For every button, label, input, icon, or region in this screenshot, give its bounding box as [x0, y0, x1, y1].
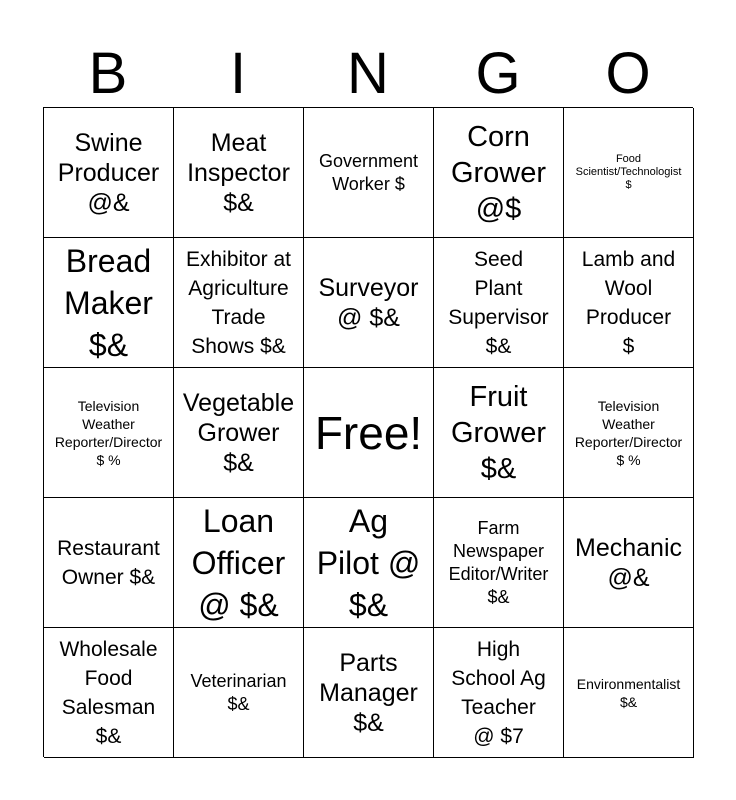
bingo-cell[interactable] — [44, 628, 174, 758]
cell-label: Corn Grower @$ — [450, 120, 547, 225]
bingo-cell[interactable] — [304, 108, 434, 238]
bingo-cell[interactable] — [44, 368, 174, 498]
bingo-grid — [43, 107, 693, 757]
cell-label: Television Weather Reporter/Director $ % — [574, 397, 683, 468]
bingo-cell[interactable] — [434, 108, 564, 238]
free-space-cell[interactable] — [304, 368, 434, 498]
cell-label: Environmentalist $& — [576, 675, 681, 710]
cell-label: Food Scientist/Technologist $ — [575, 153, 682, 191]
header-letter-g: G — [475, 41, 521, 106]
bingo-cell[interactable] — [174, 108, 304, 238]
header-letter-n: N — [347, 41, 389, 106]
cell-label: Lamb and Wool Producer $ — [581, 247, 676, 358]
bingo-cell[interactable] — [564, 628, 694, 758]
bingo-cell[interactable] — [174, 498, 304, 628]
bingo-cell[interactable] — [44, 498, 174, 628]
cell-label: Fruit Grower $& — [450, 380, 547, 485]
cell-label: Meat Inspector $& — [187, 128, 290, 217]
cell-label: Television Weather Reporter/Director $ % — [54, 397, 163, 468]
bingo-cell[interactable] — [174, 368, 304, 498]
cell-label: Loan Officer @ $& — [191, 502, 286, 623]
bingo-cell[interactable] — [174, 238, 304, 368]
bingo-cell[interactable] — [434, 628, 564, 758]
bingo-cell[interactable] — [304, 498, 434, 628]
bingo-cell[interactable] — [564, 238, 694, 368]
cell-label: Swine Producer @& — [57, 128, 160, 217]
bingo-cell[interactable] — [304, 628, 434, 758]
cell-label: Surveyor @ $& — [318, 273, 419, 332]
cell-label: Wholesale Food Salesman $& — [59, 637, 158, 748]
bingo-cell[interactable] — [564, 498, 694, 628]
header-letter-o: O — [605, 41, 651, 106]
cell-label: Farm Newspaper Editor/Writer $& — [448, 517, 549, 607]
bingo-cell[interactable] — [304, 238, 434, 368]
bingo-cell[interactable] — [434, 238, 564, 368]
bingo-cell[interactable] — [174, 628, 304, 758]
cell-label: Vegetable Grower $& — [182, 388, 295, 477]
cell-label: Mechanic @& — [575, 533, 682, 592]
header-letter-i: I — [229, 41, 247, 106]
free-space-label: Free! — [314, 406, 423, 459]
cell-label: Ag Pilot @ $& — [316, 502, 421, 623]
cell-label: High School Ag Teacher @ $7 — [451, 637, 546, 748]
bingo-cell[interactable] — [434, 498, 564, 628]
cell-label: Seed Plant Supervisor $& — [448, 247, 549, 358]
cell-label: Veterinarian $& — [190, 670, 287, 714]
bingo-cell[interactable] — [564, 108, 694, 238]
bingo-cell[interactable] — [434, 368, 564, 498]
cell-label: Government Worker $ — [318, 150, 419, 194]
bingo-cell[interactable] — [44, 108, 174, 238]
header-letter-b: B — [88, 41, 128, 106]
cell-label: Exhibitor at Agriculture Trade Shows $& — [185, 247, 292, 358]
bingo-cell[interactable] — [44, 238, 174, 368]
bingo-cell[interactable] — [564, 368, 694, 498]
cell-label: Bread Maker $& — [64, 242, 153, 363]
cell-label: Restaurant Owner $& — [57, 536, 160, 589]
bingo-header — [43, 42, 693, 106]
cell-label: Parts Manager $& — [319, 648, 418, 737]
